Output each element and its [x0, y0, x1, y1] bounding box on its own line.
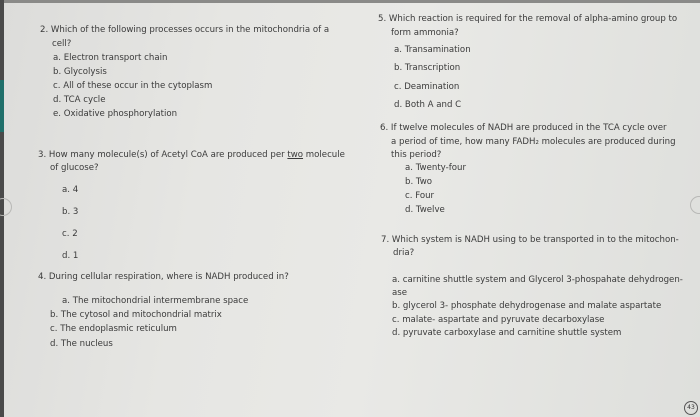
question-text: form ammonia?	[391, 28, 459, 38]
answer-option[interactable]: b. glycerol 3- phosphate dehydrogenase and malate aspartate	[392, 301, 662, 311]
question-text: 4. During cellular respiration, where is NADH produced in?	[38, 272, 289, 282]
answer-option[interactable]: a. carnitine shuttle system and Glycerol 3-phospahate dehydrogen-	[392, 275, 683, 285]
prev-page-button[interactable]	[0, 198, 12, 216]
answer-option[interactable]: c. All of these occur in the cytoplasm	[53, 81, 213, 91]
question-text: 6. If twelve molecules of NADH are produced in the TCA cycle over	[380, 123, 667, 133]
answer-option[interactable]: b. The cytosol and mitochondrial matrix	[50, 310, 222, 320]
answer-option[interactable]: a. Transamination	[394, 45, 471, 55]
side-tab-marker	[0, 80, 4, 132]
answer-option[interactable]: d. The nucleus	[50, 339, 113, 349]
next-page-button[interactable]	[690, 196, 700, 214]
question-text: this period?	[391, 150, 442, 160]
answer-option[interactable]: a. 4	[62, 185, 79, 195]
answer-option[interactable]: c. Four	[405, 191, 435, 201]
answer-option[interactable]: b. Glycolysis	[53, 67, 107, 77]
answer-option[interactable]: e. Oxidative phosphorylation	[53, 109, 178, 119]
question-text: 2. Which of the following processes occurs in the mitochondria of a	[40, 25, 330, 35]
answer-option[interactable]: d. pyruvate carboxylase and carnitine shuttle system	[392, 328, 622, 338]
question-text: a period of time, how many FADH₂ molecules are produced during	[391, 137, 676, 147]
answer-option-continued: ase	[392, 288, 408, 298]
answer-option[interactable]: d. Twelve	[405, 205, 445, 215]
answer-option[interactable]: c. malate- aspartate and pyruvate decarboxylase	[392, 315, 605, 325]
answer-option[interactable]: c. 2	[62, 229, 78, 239]
page-number-badge: 43	[684, 401, 698, 415]
question-text: 3. How many molecule(s) of Acetyl CoA are produced per two molecule	[38, 150, 345, 160]
answer-option[interactable]: c. Deamination	[394, 82, 460, 92]
question-text: 7. Which system is NADH using to be transported in to the mitochon-	[381, 235, 679, 245]
screen-top-edge	[0, 0, 700, 3]
question-text: cell?	[52, 39, 72, 49]
answer-option[interactable]: c. The endoplasmic reticulum	[50, 324, 177, 334]
question-text: of glucose?	[50, 163, 99, 173]
answer-option[interactable]: d. TCA cycle	[53, 95, 106, 105]
question-text: dria?	[393, 248, 415, 258]
answer-option[interactable]: b. Transcription	[394, 63, 461, 73]
answer-option[interactable]: b. 3	[62, 207, 79, 217]
question-text: 5. Which reaction is required for the removal of alpha-amino group to	[378, 14, 678, 24]
answer-option[interactable]: a. Twenty-four	[405, 163, 466, 173]
answer-option[interactable]: a. The mitochondrial intermembrane space	[62, 296, 249, 306]
answer-option[interactable]: a. Electron transport chain	[53, 53, 168, 63]
answer-option[interactable]: b. Two	[405, 177, 433, 187]
answer-option[interactable]: d. 1	[62, 251, 79, 261]
answer-option[interactable]: d. Both A and C	[394, 100, 462, 110]
